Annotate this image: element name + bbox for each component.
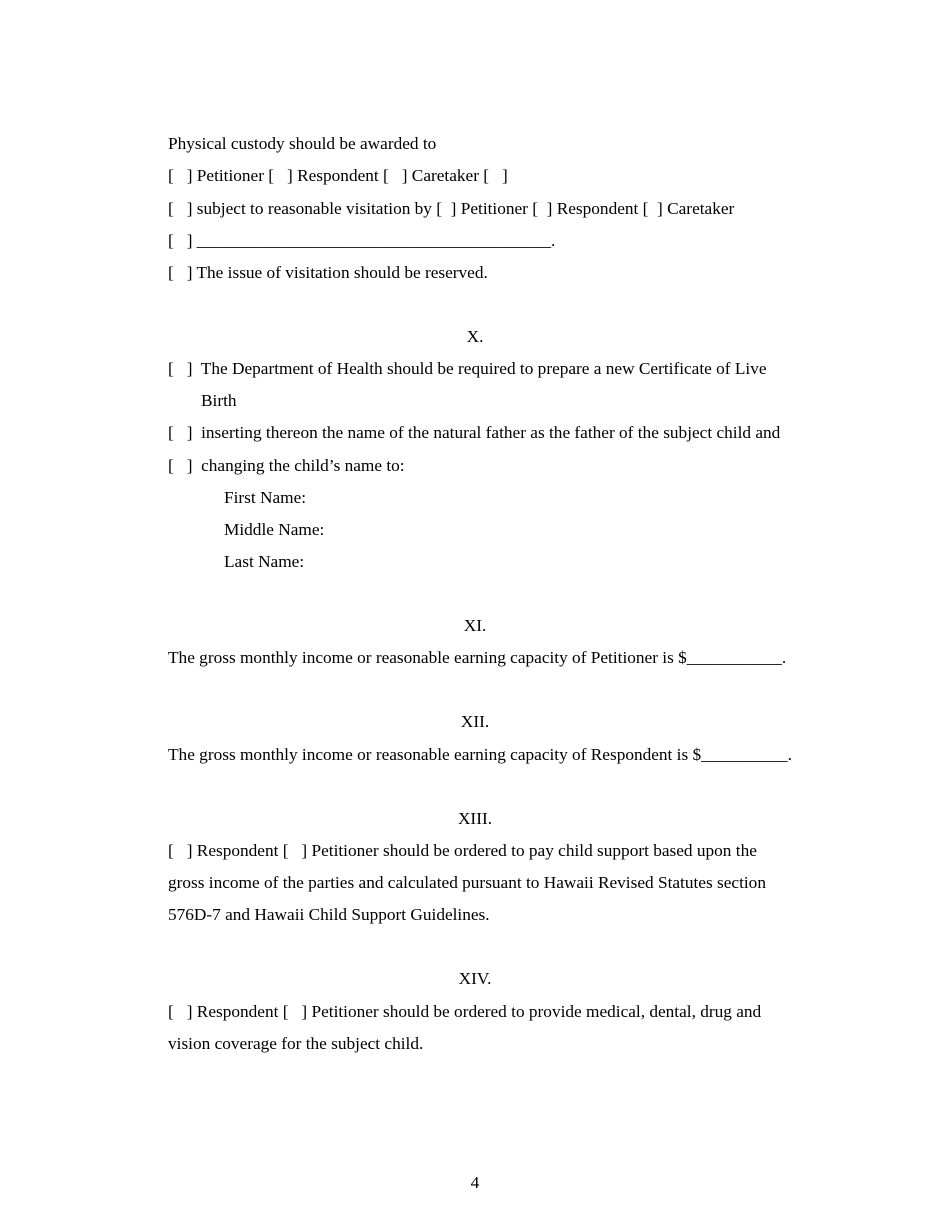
custody-party-options: [ ] Petitioner [ ] Respondent [ ] Caretaker [ ] bbox=[168, 166, 508, 185]
child-support-line-3: 576D-7 and Hawaii Child Support Guidelines. bbox=[168, 905, 490, 924]
visitation-reserved-option: [ ] The issue of visitation should be reserved. bbox=[168, 263, 488, 282]
medical-coverage-line-2: vision coverage for the subject child. bbox=[168, 1034, 424, 1053]
section-x-heading: X. bbox=[466, 327, 484, 346]
child-support-line-2: gross income of the parties and calculated pursuant to Hawaii Revised Statutes section bbox=[168, 873, 766, 892]
middle-name-label: Middle Name: bbox=[224, 520, 325, 539]
section-xii-heading: XII. bbox=[460, 712, 490, 731]
last-name-label: Last Name: bbox=[224, 552, 305, 571]
birth-certificate-option: [ ] The Department of Health should be required to prepare a new Certificate of Live bbox=[168, 359, 767, 378]
medical-coverage-line-1: [ ] Respondent [ ] Petitioner should be ordered to provide medical, dental, drug and bbox=[168, 1002, 762, 1021]
custody-other-option: [ ] _________________________________________. bbox=[168, 231, 556, 250]
visitation-option: [ ] subject to reasonable visitation by [ ] Petitioner [ ] Respondent [ ] Caretaker bbox=[168, 199, 735, 218]
birth-certificate-option-cont: Birth bbox=[201, 391, 237, 410]
section-xiii-heading: XIII. bbox=[457, 809, 493, 828]
child-support-line-1: [ ] Respondent [ ] Petitioner should be ordered to pay child support based upon the bbox=[168, 841, 757, 860]
respondent-income-text: The gross monthly income or reasonable earning capacity of Respondent is $__________. bbox=[168, 745, 792, 764]
natural-father-option: [ ] inserting thereon the name of the natural father as the father of the subject child and bbox=[168, 423, 781, 442]
section-xi-heading: XI. bbox=[463, 616, 487, 635]
custody-intro: Physical custody should be awarded to bbox=[168, 134, 437, 153]
name-change-option: [ ] changing the child’s name to: bbox=[168, 456, 405, 475]
first-name-label: First Name: bbox=[224, 488, 307, 507]
section-xiv-heading: XIV. bbox=[458, 969, 492, 988]
page-number: 4 bbox=[470, 1173, 480, 1192]
petitioner-income-text: The gross monthly income or reasonable earning capacity of Petitioner is $___________. bbox=[168, 648, 787, 667]
